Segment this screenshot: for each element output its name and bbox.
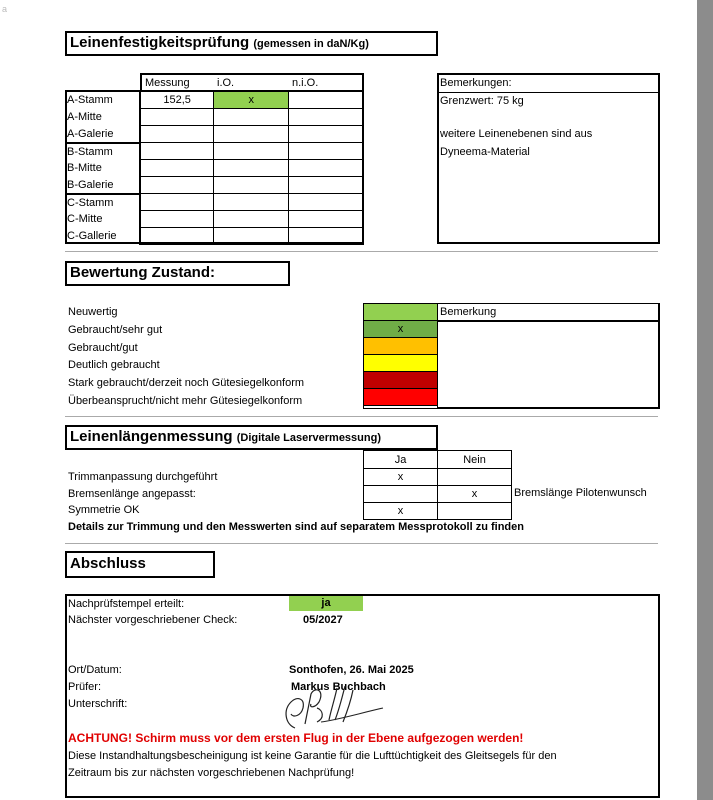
row-label: B-Mitte (65, 160, 140, 177)
io-cell (214, 228, 289, 245)
section2-title-box (65, 261, 290, 286)
length-row-label: Symmetrie OK (68, 504, 140, 516)
section1-title: Leinenfestigkeitsprüfung (gemessen in daN/Kg) (70, 34, 369, 51)
strength-row (65, 143, 364, 160)
divider-2 (65, 416, 658, 417)
length-row (364, 503, 512, 520)
next-check-label: Nächster vorgeschriebener Check: (68, 614, 238, 626)
length-ja-cell: x (364, 503, 438, 520)
nio-cell (289, 194, 364, 211)
section1-subtitle: (gemessen in daN/Kg) (253, 38, 369, 50)
nio-cell (289, 92, 364, 109)
row-label: B-Stamm (65, 143, 140, 160)
io-cell (214, 177, 289, 194)
condition-swatch (364, 389, 437, 406)
nio-cell (289, 177, 364, 194)
length-ja-cell: x (364, 469, 438, 486)
section3-title: Leinenlängenmessung (Digitale Laservermessung) (70, 428, 381, 445)
strength-row (65, 109, 364, 126)
length-nein-cell: x (438, 486, 512, 503)
condition-swatch (364, 372, 437, 389)
stamp-value: ja (289, 596, 363, 611)
length-grid (363, 450, 512, 520)
nio-cell (289, 126, 364, 143)
remarks-line-1: Grenzwert: 75 kg (440, 95, 524, 107)
messung-cell: 152,5 (140, 92, 214, 109)
remarks-line-2: weitere Leinenebenen sind aus (440, 128, 593, 140)
row-label: C-Mitte (65, 211, 140, 228)
signature-label: Unterschrift: (68, 698, 128, 710)
corner-mark: a (2, 4, 8, 14)
row-label: A-Stamm (65, 92, 140, 109)
remarks-line-3: Dyneema-Material (440, 146, 530, 158)
col-nio: n.i.O. (292, 77, 319, 89)
place-date-value: Sonthofen, 26. Mai 2025 (289, 664, 414, 676)
condition-swatch (364, 338, 437, 355)
strength-row (65, 160, 364, 177)
section4-title-box (65, 551, 215, 578)
io-cell: x (214, 92, 289, 109)
col-messung: Messung (145, 77, 190, 89)
section2-title: Bewertung Zustand: (70, 264, 215, 281)
strength-table (65, 90, 364, 244)
length-nein-cell (438, 469, 512, 486)
io-cell (214, 211, 289, 228)
row-label: C-Stamm (65, 194, 140, 211)
stamp-label: Nachprüfstempel erteilt: (68, 598, 185, 610)
condition-label: Neuwertig (68, 306, 118, 318)
messung-cell (140, 126, 214, 143)
divider-3 (65, 543, 658, 544)
messung-cell (140, 109, 214, 126)
nio-cell (289, 143, 364, 160)
nio-cell (289, 160, 364, 177)
io-cell (214, 160, 289, 177)
condition-label: Deutlich gebraucht (68, 359, 160, 372)
strength-header-row (140, 73, 364, 91)
signature-image (277, 680, 387, 732)
strength-row (65, 92, 364, 109)
length-row-label: Bremsenlänge angepasst: (68, 487, 196, 500)
closing-box (65, 594, 660, 798)
place-date-label: Ort/Datum: (68, 664, 122, 676)
io-cell (214, 194, 289, 211)
strength-row (65, 228, 364, 245)
length-ja-cell (364, 486, 438, 503)
divider-1 (65, 251, 658, 252)
messung-cell (140, 194, 214, 211)
nio-cell (289, 211, 364, 228)
io-cell (214, 109, 289, 126)
messung-cell (140, 143, 214, 160)
condition-label: Stark gebraucht/derzeit noch Gütesiegelkonform (68, 377, 305, 390)
condition-label: Gebraucht/sehr gut (68, 323, 163, 336)
condition-swatches (363, 303, 438, 409)
next-check-value: 05/2027 (303, 614, 343, 626)
brake-side-note: Bremslänge Pilotenwunsch (514, 487, 647, 499)
section4-title: Abschluss (70, 555, 146, 572)
length-details-note: Details zur Trimmung und den Messwerten sind auf separatem Messprotokoll zu finden (68, 521, 524, 533)
length-header-row (364, 451, 512, 469)
section3-title-box (65, 425, 438, 450)
remarks-title: Bemerkungen: (440, 77, 512, 89)
condition-label: Gebraucht/gut (68, 341, 138, 354)
inspector-label: Prüfer: (68, 681, 102, 693)
nio-cell (289, 109, 364, 126)
strength-row (65, 126, 364, 143)
strength-row (65, 211, 364, 228)
section3-subtitle: (Digitale Laservermessung) (236, 432, 381, 444)
row-label: A-Galerie (65, 126, 140, 143)
condition-swatch: x (364, 321, 437, 338)
col-io: i.O. (217, 77, 235, 89)
length-nein-cell (438, 503, 512, 520)
inspector-value: Markus Buchbach (291, 681, 386, 693)
disclaimer-line-1: Diese Instandhaltungsbescheinigung ist keine Garantie für die Lufttüchtigkeit des Gleitsegels für den (68, 750, 557, 762)
messung-cell (140, 228, 214, 245)
messung-cell (140, 177, 214, 194)
condition-remark-box (437, 303, 660, 409)
section1-title-box (65, 31, 438, 56)
length-col-col_nein: Nein (438, 451, 512, 469)
condition-swatch (364, 355, 437, 372)
row-label: A-Mitte (65, 109, 140, 126)
warning-text: ACHTUNG! Schirm muss vor dem ersten Flug in der Ebene aufgezogen werden! (68, 731, 524, 745)
strength-row (65, 177, 364, 194)
strength-row (65, 194, 364, 211)
row-label: C-Gallerie (65, 228, 140, 245)
io-cell (214, 143, 289, 160)
nio-cell (289, 228, 364, 245)
condition-swatch (364, 304, 437, 321)
messung-cell (140, 160, 214, 177)
length-row (364, 469, 512, 486)
length-col-col_ja: Ja (364, 451, 438, 469)
strength-grid (65, 91, 364, 245)
disclaimer-line-2: Zeitraum bis zur nächsten vorgeschriebenen Nachprüfung! (68, 767, 355, 779)
remarks-box (437, 73, 660, 244)
length-row (364, 486, 512, 503)
row-label: B-Galerie (65, 177, 140, 194)
messung-cell (140, 211, 214, 228)
length-row-label: Trimmanpassung durchgeführt (68, 471, 218, 483)
condition-label: Überbeansprucht/nicht mehr Gütesiegelkonform (68, 395, 303, 407)
condition-remark-header: Bemerkung (440, 306, 497, 318)
io-cell (214, 126, 289, 143)
